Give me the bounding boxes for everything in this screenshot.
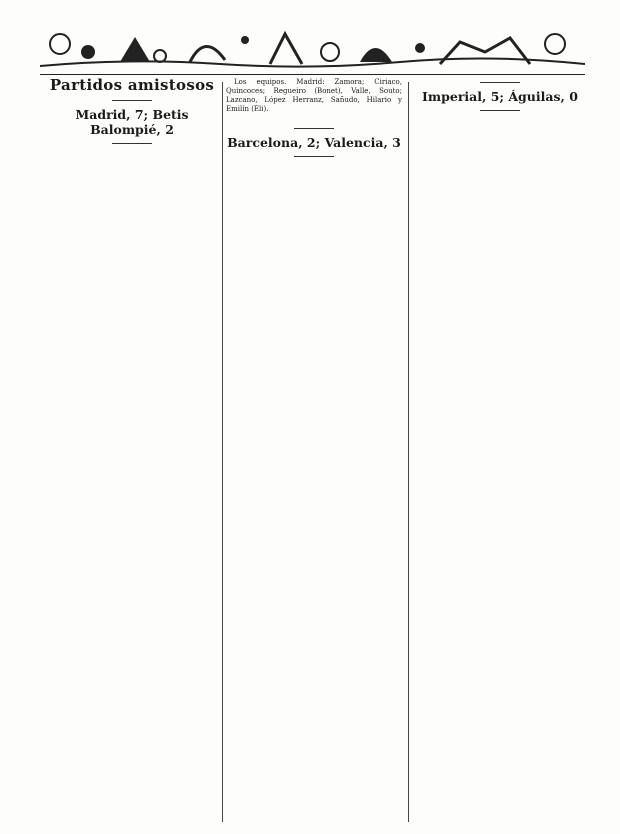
column-1 xyxy=(44,76,220,150)
subtitle-underline xyxy=(112,143,152,144)
spacer xyxy=(226,116,402,122)
column-3 xyxy=(412,76,588,117)
subtitle-underline xyxy=(480,110,520,111)
subtitle-underline xyxy=(294,156,334,157)
column-divider-2 xyxy=(408,82,409,822)
lineups-paragraph: Los equipos. Madrid: Zamora; Ciriaco, Quincoces; Regueiro (Bonet), Valle, Souto; Lazcano, López Herranz, Sañudo, Hilario y Emilín (Eli). xyxy=(226,78,402,113)
match-headline-barcelona-valencia: Barcelona, 2; Valencia, 3 xyxy=(227,135,401,150)
column-divider-1 xyxy=(222,82,223,822)
match-headline-madrid-betis: Madrid, 7; Betis Balompié, 2 xyxy=(75,107,189,137)
header-illustration xyxy=(40,22,585,70)
main-title: Partidos amistosos xyxy=(49,76,215,94)
separator xyxy=(480,82,520,83)
title-underline xyxy=(112,100,152,101)
column-2 xyxy=(226,76,402,163)
match-headline-imperial-aguilas: Imperial, 5; Águilas, 0 xyxy=(422,89,578,104)
separator xyxy=(294,128,334,129)
header-rule xyxy=(40,74,585,75)
